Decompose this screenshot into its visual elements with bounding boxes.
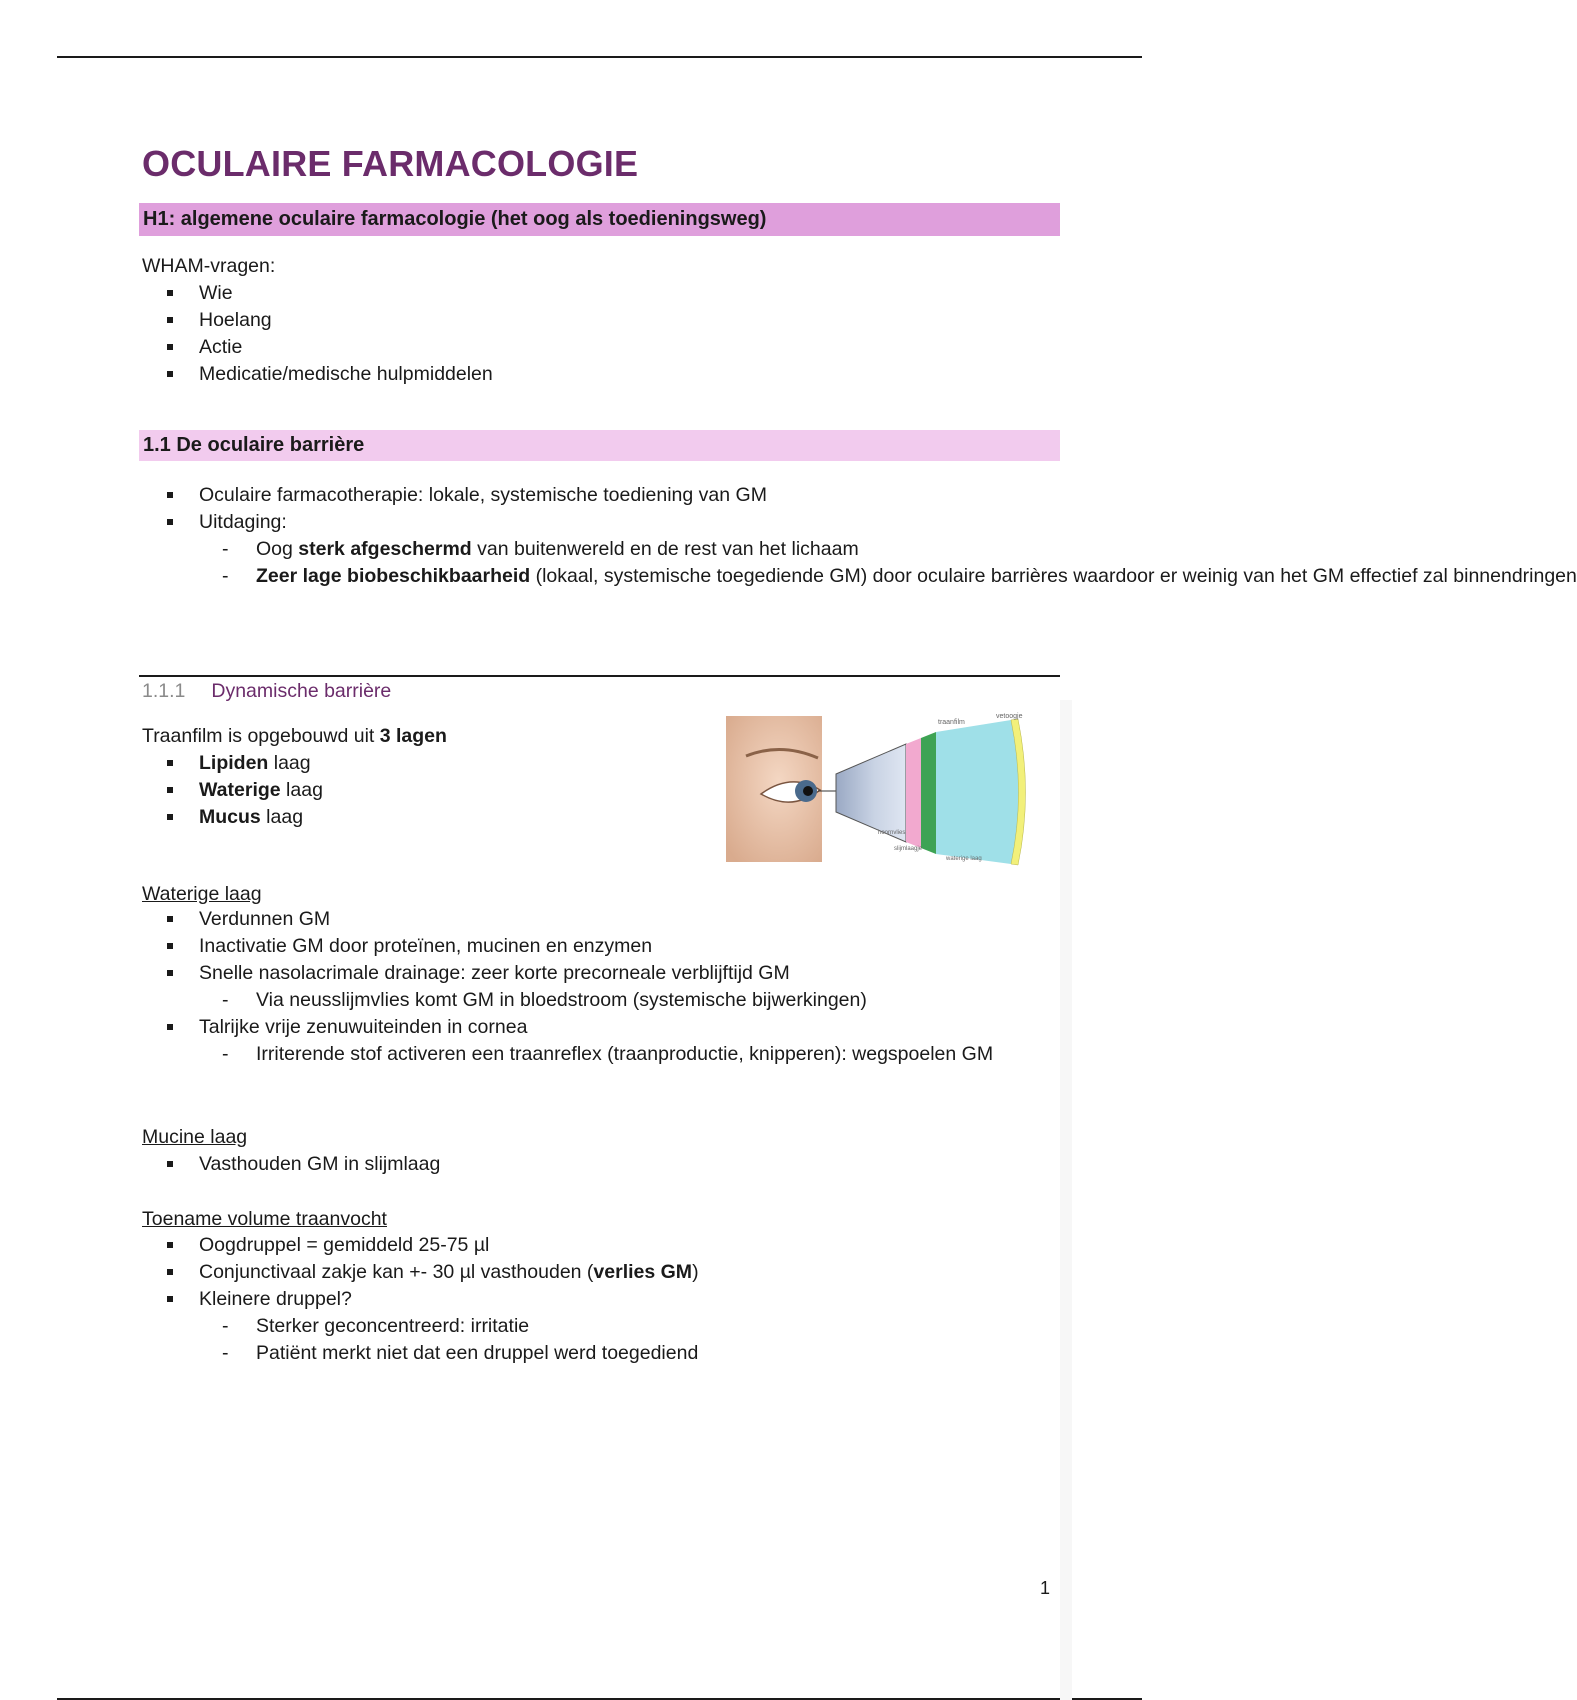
text-run: Traanfilm is opgebouwd uit	[142, 725, 380, 747]
mucus-layer	[906, 738, 921, 848]
text-run: )	[692, 1261, 699, 1283]
list-item-label: Talrijke vrije zenuwuiteinden in cornea	[199, 1016, 528, 1038]
waterige-laag-list	[139, 906, 994, 1068]
bold-run: Waterige	[199, 779, 281, 801]
sub-list-item: - Sterker geconcentreerd: irritatie	[139, 1313, 699, 1340]
list-item	[139, 777, 323, 804]
subsection-number: 1.1.1	[142, 680, 186, 702]
bold-run: Lipiden	[199, 752, 269, 774]
list-item	[139, 750, 323, 777]
bold-run: Zeer lage biobeschikbaarheid	[256, 565, 531, 587]
list-item: Medicatie/medische hulpmiddelen	[139, 361, 493, 388]
figure-label-traanfilm: traanfilm	[938, 719, 965, 726]
list-item	[139, 509, 1577, 590]
page-number: 1	[1040, 1578, 1051, 1598]
tear-film-eye-figure	[726, 714, 1038, 866]
sub-list-item: - Via neusslijmvlies komt GM in bloedstroom (systemische bijwerkingen)	[139, 987, 936, 1014]
section-heading-1-1: 1.1 De oculaire barrière	[139, 430, 1060, 461]
sub-list-item: - Irriterende stof activeren een traanreflex (traanproductie, knipperen): wegspoelen GM	[139, 1041, 936, 1068]
figure-label-waterige-laag: waterige laag	[946, 856, 982, 862]
sub-list-item	[139, 563, 1577, 590]
list-item	[139, 1286, 699, 1367]
top-rule	[57, 56, 1142, 58]
cornea-layer	[836, 744, 906, 842]
document-title: OCULAIRE FARMACOLOGIE	[142, 143, 639, 184]
list-item: Oogdruppel = gemiddeld 25-75 µl	[139, 1232, 699, 1259]
nerve-sublist	[199, 1041, 994, 1068]
list-item-label: Uitdaging:	[199, 511, 287, 533]
bold-run: Mucus	[199, 806, 261, 828]
wham-intro: WHAM-vragen:	[142, 255, 276, 277]
list-item-label: Snelle nasolacrimale drainage: zeer korte precorneale verblijftijd GM	[199, 962, 790, 984]
toename-heading: Toename volume traanvocht	[142, 1208, 387, 1230]
text-run: laag	[268, 752, 311, 774]
chapter-heading-h1: H1: algemene oculaire farmacologie (het oog als toedieningsweg)	[139, 203, 1060, 236]
text-run: Conjunctivaal zakje kan +- 30 µl vasthouden (	[199, 1261, 594, 1283]
tearfilm-intro	[142, 724, 447, 748]
wham-list	[139, 280, 493, 388]
list-item: Hoelang	[139, 307, 493, 334]
subsection-rule	[139, 675, 1060, 677]
text-run: laag	[260, 806, 304, 828]
tearfilm-layers-list	[139, 750, 323, 831]
figure-label-hoornvlies: hoornvlies	[878, 830, 906, 836]
list-item	[139, 1259, 699, 1286]
page-edge-shade	[1060, 700, 1072, 1700]
list-item: Wie	[139, 280, 493, 307]
text-run: (lokaal, systemische toegediende GM) door oculaire barrières waardoor er weinig van het GM effectief zal binnendringen	[530, 565, 1577, 587]
sub-list-item	[139, 536, 1056, 563]
subsection-title: Dynamische barrière	[211, 680, 392, 702]
toename-list	[139, 1232, 699, 1367]
barrier-list	[139, 482, 1577, 590]
list-item: Inactivatie GM door proteïnen, mucinen en enzymen	[139, 933, 936, 960]
list-item	[139, 960, 936, 1014]
list-item: Vasthouden GM in slijmlaag	[139, 1151, 440, 1178]
list-item-label: Kleinere druppel?	[199, 1288, 352, 1310]
mucine-laag-heading: Mucine laag	[142, 1126, 248, 1148]
challenge-sublist	[199, 536, 1577, 590]
bold-run: sterk afgeschermd	[298, 538, 472, 560]
drainage-sublist	[199, 987, 936, 1014]
subsection-heading-1-1-1	[142, 680, 391, 703]
list-item: Verdunnen GM	[139, 906, 936, 933]
sub-list-item: - Patiënt merkt niet dat een druppel werd toegediend	[139, 1340, 699, 1367]
figure-label-slijmlaagje: slijmlaagje	[894, 846, 923, 852]
list-item: Oculaire farmacotherapie: lokale, systemische toediening van GM	[139, 482, 1056, 509]
waterige-laag-heading: Waterige laag	[142, 883, 262, 905]
list-item: Actie	[139, 334, 493, 361]
figure-label-vetoogje: vetoogje	[996, 713, 1023, 720]
text-run: laag	[280, 779, 323, 801]
bold-run: 3 lagen	[379, 725, 447, 747]
list-item	[139, 1014, 994, 1068]
aqueous-boundary	[921, 732, 936, 854]
mucine-laag-list	[139, 1151, 440, 1178]
drop-size-sublist	[199, 1313, 699, 1367]
list-item	[139, 804, 323, 831]
text-run: van buitenwereld en de rest van het lichaam	[471, 538, 859, 560]
pupil	[803, 786, 813, 796]
bold-run: verlies GM	[593, 1261, 693, 1283]
aqueous-layer	[936, 720, 1019, 864]
text-run: Oog	[256, 538, 299, 560]
